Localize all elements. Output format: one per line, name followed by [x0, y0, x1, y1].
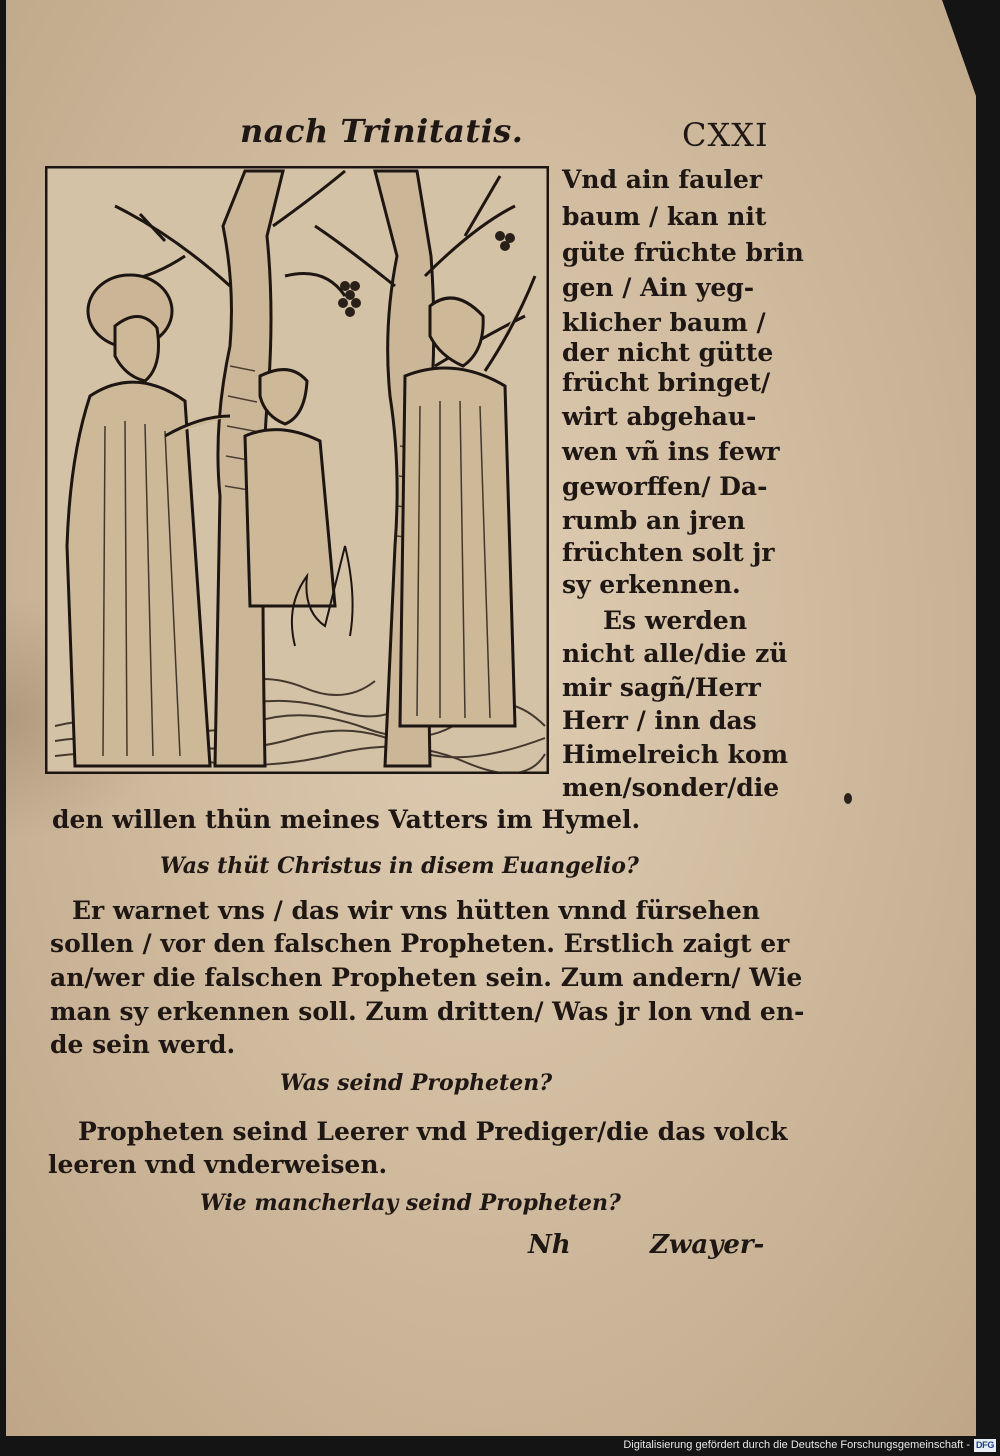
text-line: klicher baum / [562, 308, 766, 337]
ink-speck [844, 793, 852, 804]
text-line: Er warnet vns / das wir vns hütten vnnd fürsehen [72, 896, 760, 925]
text-line: Himelreich kom [562, 740, 789, 769]
text-line: sollen / vor den falschen Propheten. Erstlich zaigt er [50, 929, 790, 958]
running-head: nach Trinitatis. [240, 112, 524, 150]
text-line: wirt abgehau- [562, 402, 757, 431]
text-line: frücht bringet/ [562, 368, 771, 397]
text-line: sy erkennen. [562, 570, 741, 599]
folio-number: CXXI [682, 116, 769, 154]
digitization-credit: Digitalisierung gefördert durch die Deutsche Forschungsgemeinschaft - [623, 1439, 970, 1451]
text-line: Herr / inn das [562, 706, 757, 735]
text-line: geworffen/ Da- [562, 472, 768, 501]
text-line: de sein werd. [50, 1030, 236, 1059]
paragraph-start: Es werden [603, 606, 747, 635]
text-line: früchten solt jr [562, 538, 775, 567]
text-line: men/sonder/die [562, 773, 780, 802]
question-heading: Was seind Propheten? [280, 1070, 553, 1096]
text-line: gen / Ain yeg- [562, 273, 755, 302]
text-line: mir sagñ/Herr [562, 673, 761, 702]
text-line: güte früchte brin [562, 238, 804, 267]
text-line: an/wer die falschen Propheten sein. Zum andern/ Wie [50, 963, 803, 992]
text-line: leeren vnd vnderweisen. [48, 1150, 388, 1179]
text-line: Vnd ain fauler [562, 165, 763, 194]
text-line: man sy erkennen soll. Zum dritten/ Was jr lon vnd en- [50, 997, 805, 1026]
text-line: den willen thün meines Vatters im Hymel. [52, 805, 641, 834]
dfg-logo: DFG [975, 1440, 995, 1450]
question-heading: Was thüt Christus in disem Euangelio? [160, 853, 639, 879]
text-line: der nicht gütte [562, 338, 774, 367]
text-line: wen vñ ins fewr [562, 437, 780, 466]
text-line: nicht alle/die zü [562, 639, 788, 668]
question-heading: Wie mancherlay seind Propheten? [200, 1190, 621, 1216]
text-line: baum / kan nit [562, 202, 767, 231]
text-line: rumb an jren [562, 506, 746, 535]
text-line: Propheten seind Leerer vnd Prediger/die das volck [78, 1117, 788, 1146]
signature-mark: Nh [528, 1230, 571, 1260]
woodcut-illustration [45, 166, 549, 774]
catchword: Zwayer- [650, 1230, 765, 1260]
